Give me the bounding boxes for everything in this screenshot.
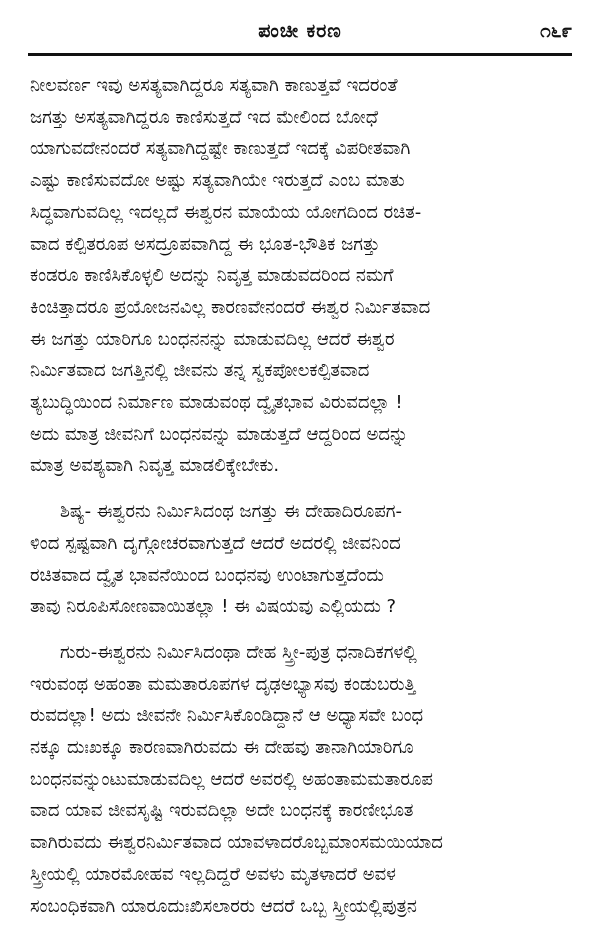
page-number: ೧೬೯ <box>540 20 572 42</box>
text-line: ವಾದ ಯಾವ ಜೀವಸೃಷ್ಟಿ ಇರುವದಿಲ್ಲಾ ಅದೇ ಬಂಧನಕ್ಕೆ ಕಾರಣೀಭೂತ <box>30 800 414 822</box>
text-line: ಸಂಬಂಧಿಕವಾಗಿ ಯಾರೂದುಃಖಿಸಲಾರರು ಆದರೆ ಒಬ್ಬ ಸ್ತ್ರೀಯಲ್ಲಿಪುತ್ರನ <box>30 895 417 917</box>
text-line: ಳಿಂದ ಸ್ಪಷ್ಟವಾಗಿ ದೃಗ್ಗೋಚರವಾಗುತ್ತದೆ ಆದರೆ ಅದರಲ್ಲಿ ಜೀವನಿಂದ <box>30 532 401 554</box>
text-line: ಮಾತ್ರ ಅವಶ್ಯವಾಗಿ ನಿವೃತ್ತ ಮಾಡಲಿಕ್ಕೇಬೇಕು. <box>30 455 280 477</box>
paragraph-3 <box>30 637 570 922</box>
text-line: ಇರುವಂಥ ಅಹಂತಾ ಮಮತಾರೂಪಗಳ ದೃಢಅಭ್ಯಾಸವು ಕಂಡುಬರುತ್ತಿ <box>30 673 416 695</box>
paragraph-gap <box>30 623 570 637</box>
text-line: ತಾವು ನಿರೂಪಿಸೋಣವಾಯಿತಲ್ಲಾ ! ಈ ವಿಷಯವು ಎಲ್ಲಿಯದು ? <box>30 596 397 618</box>
text-line: ಗುರು-ಈಶ್ವರನು ನಿರ್ಮಿಸಿದಂಥಾ ದೇಹ ಸ್ತ್ರೀ-ಪುತ್ರ ಧನಾದಿಕಗಳಲ್ಲಿ <box>60 641 417 663</box>
paragraph-2 <box>30 496 570 623</box>
header-rule <box>28 53 572 56</box>
text-line: ನೀಲವರ್ಣ ಇವು ಅಸತ್ಯವಾಗಿದ್ದರೂ ಸತ್ಯವಾಗಿ ಕಾಣುತ್ತವೆ ಇದರಂತೆ <box>30 75 398 96</box>
text-line: ಜಗತ್ತು ಅಸತ್ಯವಾಗಿದ್ದರೂ ಕಾಣಿಸುತ್ತದೆ ಇದ ಮೇಲಿಂದ ಬೋಧೆ <box>30 106 379 128</box>
text-line: ಸ್ತ್ರೀಯಲ್ಲಿ ಯಾರಮೋಹವ ಇಲ್ಲದಿದ್ದರೆ ಅವಳು ಮೃತಳಾದರೆ ಅವಳ <box>30 863 396 885</box>
text-line: ವಾಗಿರುವದು ಈಶ್ವರನಿರ್ಮಿತವಾದ ಯಾವಳಾದರೊಬ್ಬಮಾಂಸಮಯಿಯಾದ <box>30 832 443 854</box>
text-line: ನಕ್ಕೂ ದುಃಖಕ್ಕೂ ಕಾರಣವಾಗಿರುವದು ಈ ದೇಹವು ತಾನಾಗಿಯಾರಿಗೂ <box>30 737 414 759</box>
text-line: ಎಷ್ಟು ಕಾಣಿಸುವದೋ ಅಷ್ಟು ಸತ್ಯವಾಗಿಯೇ ಇರುತ್ತದೆ ಎಂಬ ಮಾತು <box>30 170 405 192</box>
text-line: ಬಂಧನವನ್ನುಂಟುಮಾಡುವದಿಲ್ಲ ಆದರೆ ಅವರಲ್ಲಿ ಅಹಂತಾಮಮತಾರೂಪ <box>30 768 433 790</box>
text-line: ವಾದ ಕಲ್ಪಿತರೂಪ ಅಸದ್ರೂಪವಾಗಿದ್ದ ಈ ಭೂತ-ಭೌತಿಕ ಜಗತ್ತು <box>30 233 380 255</box>
paragraph-gap <box>30 482 570 496</box>
text-line: ಯಾಗುವದೇನಂದರೆ ಸತ್ಯವಾಗಿದ್ದಷ್ಟೇ ಕಾಣುತ್ತದೆ ಇದಕ್ಕೆ ವಿಪರೀತವಾಗಿ <box>30 138 411 160</box>
text-line: ಕಂಡರೂ ಕಾಣಿಸಿಕೊಳ್ಳಲಿ ಅದನ್ನು ನಿವೃತ್ತ ಮಾಡುವದರಿಂದ ನಮಗೆ <box>30 265 394 287</box>
text-line: ರಚಿತವಾದ ದ್ವೈತ ಭಾವನೆಯಿಂದ ಬಂಧನವು ಉಂಟಾಗುತ್ತದೆಂದು <box>30 564 384 586</box>
body-text <box>30 70 570 922</box>
page-header <box>28 14 572 56</box>
running-title: ಪಂಚೀ ಕರಣ <box>258 20 342 42</box>
text-line: ಕಿಂಚಿತ್ತಾದರೂ ಪ್ರಯೋಜನವಿಲ್ಲ ಕಾರಣವೇನಂದರೆ ಈಶ್ವರ ನಿರ್ಮಿತವಾದ <box>30 296 431 318</box>
text-line: ಅದು ಮಾತ್ರ ಜೀವನಿಗೆ ಬಂಧನವನ್ನು ಮಾಡುತ್ತದೆ ಆದ್ದರಿಂದ ಅದನ್ನು <box>30 423 409 445</box>
text-line: ನಿರ್ಮಿತವಾದ ಜಗತ್ತಿನಲ್ಲಿ ಜೀವನು ತನ್ನ ಸ್ವಕಪೋಲಕಲ್ಪಿತವಾದ <box>30 360 370 382</box>
text-line: ರುವದಲ್ಲಾ! ಅದು ಜೀವನೇ ನಿರ್ಮಿಸಿಕೊಂಡಿದ್ದಾನೆ ಆ ಅಧ್ಯಾಸವೇ ಬಂಧ <box>30 705 424 727</box>
text-line: ತ್ಯಬುದ್ಧಿಯಿಂದ ನಿರ್ಮಾಣ ಮಾಡುವಂಥ ದ್ವೈತಭಾವ ವಿರುವದಲ್ಲಾ ! <box>30 392 403 414</box>
text-line: ಸಿದ್ಧವಾಗುವದಿಲ್ಲ ಇದಲ್ಲದೆ ಈಶ್ವರನ ಮಾಯೆಯ ಯೋಗದಿಂದ ರಚಿತ- <box>30 201 422 223</box>
text-line: ಶಿಷ್ಯ- ಈಶ್ವರನು ನಿರ್ಮಿಸಿದಂಥ ಜಗತ್ತು ಈ ದೇಹಾದಿರೂಪಗ- <box>60 501 402 523</box>
paragraph-1 <box>30 70 570 482</box>
text-line: ಈ ಜಗತ್ತು ಯಾರಿಗೂ ಬಂಧನನನ್ನು ಮಾಡುವದಿಲ್ಲ ಆದರೆ ಈಶ್ವರ <box>30 328 395 350</box>
